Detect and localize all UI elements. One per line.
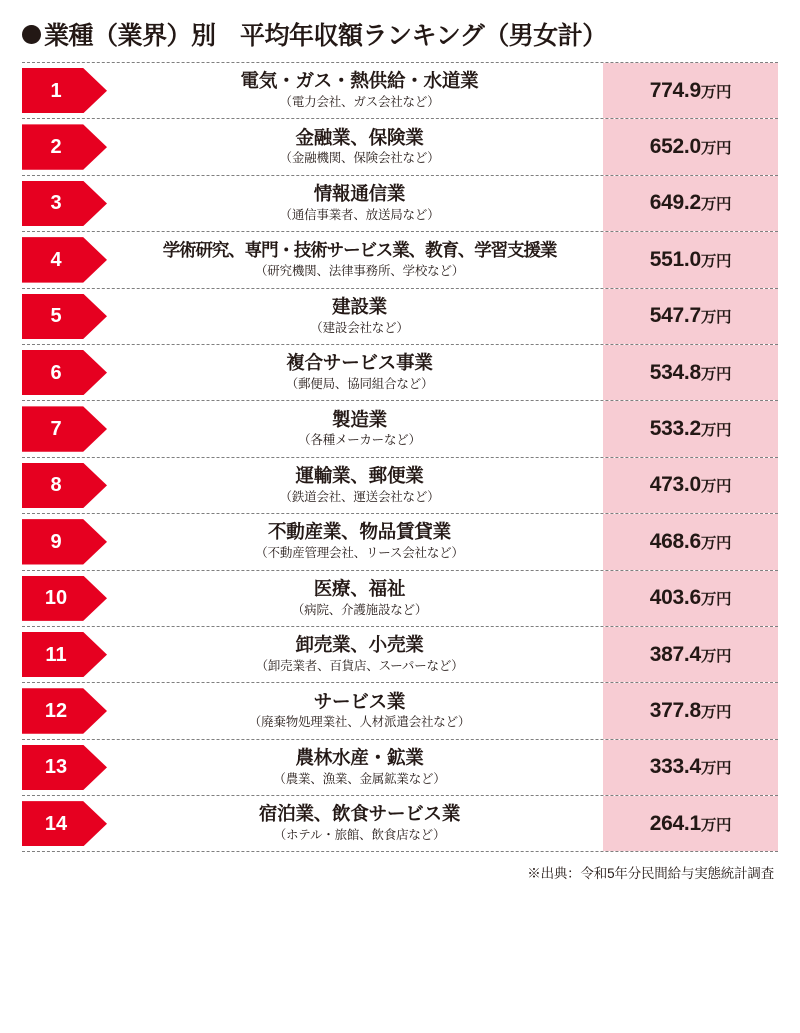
value-cell (603, 683, 778, 738)
industry-name: 複合サービス事業 (286, 352, 433, 374)
source-note (0, 852, 800, 882)
table-row (22, 176, 778, 232)
value-unit: 万円 (700, 252, 732, 270)
source-note-text: ※出典：令和5年分民間給与実態統計調査 (527, 866, 774, 882)
table-row (22, 571, 778, 627)
industry-name: 宿泊業、飲食サービス業 (258, 803, 461, 825)
table-row (22, 458, 778, 514)
average-income-value (650, 586, 731, 610)
table-row (22, 796, 778, 852)
industry-name: 学術研究、専門・技術サービス業、教育、学習支援業 (162, 240, 557, 261)
industry-examples: （各種メーカーなど） (298, 433, 421, 448)
rank-number: 2 (50, 136, 62, 159)
average-income-value (650, 304, 731, 328)
industry-cell (94, 627, 603, 682)
value-unit: 万円 (700, 422, 732, 440)
industry-cell (94, 796, 603, 851)
rank-badge (22, 401, 94, 456)
industry-name: 医療、福祉 (313, 577, 406, 599)
industry-cell (94, 119, 603, 174)
rank-number: 10 (44, 587, 68, 610)
value-number: 652.0 (649, 135, 701, 159)
rank-badge (22, 458, 94, 513)
industry-examples: （通信事業者、放送局など） (279, 207, 440, 222)
rank-number: 1 (50, 79, 62, 102)
rank-number: 7 (50, 418, 62, 441)
value-unit: 万円 (700, 83, 732, 101)
table-row (22, 514, 778, 570)
industry-examples: （農業、漁業、金属鉱業など） (273, 771, 446, 786)
average-income-value (650, 248, 731, 272)
industry-name: 製造業 (332, 408, 387, 430)
value-unit: 万円 (700, 534, 732, 552)
industry-name: 不動産業、物品賃貸業 (267, 521, 451, 543)
average-income-value (650, 473, 731, 497)
value-number: 333.4 (649, 755, 701, 779)
value-number: 774.9 (649, 78, 701, 102)
rank-number: 14 (44, 812, 68, 835)
average-income-value (650, 135, 731, 159)
rank-badge (22, 345, 94, 400)
value-number: 264.1 (649, 811, 701, 835)
page-title-text: 業種（業界）別 平均年収額ランキング（男女計） (44, 22, 607, 50)
industry-name: 建設業 (332, 295, 387, 317)
industry-cell (94, 514, 603, 569)
industry-examples: （研究機関、法律事務所、学校など） (254, 263, 465, 278)
industry-name: 卸売業、小売業 (295, 634, 424, 656)
value-unit: 万円 (700, 196, 732, 214)
average-income-value (650, 812, 731, 836)
rank-number: 4 (50, 248, 62, 271)
value-unit: 万円 (700, 591, 732, 609)
rank-badge (22, 683, 94, 738)
black-circle-icon (22, 25, 41, 44)
industry-cell (94, 232, 603, 287)
value-number: 377.8 (649, 698, 701, 722)
value-number: 403.6 (649, 586, 701, 610)
average-income-value (650, 643, 731, 667)
average-income-value (650, 530, 731, 554)
rank-number: 9 (50, 530, 62, 553)
rank-badge (22, 176, 94, 231)
value-number: 468.6 (649, 529, 701, 553)
value-cell (603, 63, 778, 118)
industry-examples: （卸売業者、百貨店、スーパーなど） (255, 658, 464, 673)
rank-number: 3 (50, 192, 62, 215)
value-unit: 万円 (700, 703, 732, 721)
page-title (0, 0, 800, 62)
value-cell (603, 571, 778, 626)
value-unit: 万円 (700, 140, 732, 158)
industry-cell (94, 571, 603, 626)
industry-examples: （病院、介護施設など） (291, 602, 428, 617)
industry-cell (94, 683, 603, 738)
industry-cell (94, 289, 603, 344)
rank-badge (22, 63, 94, 118)
table-row (22, 289, 778, 345)
value-cell (603, 232, 778, 287)
rank-badge (22, 796, 94, 851)
ranking-table (22, 62, 778, 852)
value-unit: 万円 (700, 760, 732, 778)
average-income-value (650, 361, 731, 385)
table-row (22, 401, 778, 457)
industry-name: 情報通信業 (313, 183, 406, 205)
industry-cell (94, 345, 603, 400)
rank-badge (22, 289, 94, 344)
value-unit: 万円 (700, 309, 732, 327)
industry-cell (94, 458, 603, 513)
value-number: 547.7 (649, 304, 701, 328)
value-cell (603, 401, 778, 456)
rank-number: 8 (50, 474, 62, 497)
industry-cell (94, 740, 603, 795)
industry-cell (94, 63, 603, 118)
rank-number: 12 (44, 699, 68, 722)
average-income-value (650, 417, 731, 441)
rank-number: 6 (50, 361, 62, 384)
value-number: 649.2 (649, 191, 701, 215)
rank-number: 5 (50, 305, 62, 328)
value-cell (603, 345, 778, 400)
industry-examples: （廃棄物処理業社、人材派遣会社など） (248, 715, 471, 730)
table-row (22, 345, 778, 401)
industry-cell (94, 176, 603, 231)
value-number: 387.4 (649, 642, 701, 666)
industry-examples: （ホテル・旅館、飲食店など） (273, 828, 446, 843)
rank-number: 13 (44, 756, 68, 779)
rank-badge (22, 514, 94, 569)
value-cell (603, 796, 778, 851)
value-cell (603, 176, 778, 231)
average-income-value (650, 755, 731, 779)
value-number: 473.0 (649, 473, 701, 497)
industry-examples: （建設会社など） (310, 320, 409, 335)
rank-badge (22, 232, 94, 287)
value-cell (603, 740, 778, 795)
value-cell (603, 119, 778, 174)
value-unit: 万円 (700, 365, 732, 383)
value-cell (603, 458, 778, 513)
table-row (22, 683, 778, 739)
industry-examples: （郵便局、協同組合など） (285, 377, 434, 391)
rank-badge (22, 571, 94, 626)
table-row (22, 119, 778, 175)
industry-name: 金融業、保険業 (295, 126, 424, 148)
industry-examples: （鉄道会社、運送会社など） (279, 489, 440, 504)
table-row (22, 740, 778, 796)
value-cell (603, 627, 778, 682)
industry-examples: （電力会社、ガス会社など） (279, 95, 440, 110)
value-number: 533.2 (649, 417, 701, 441)
table-row (22, 232, 778, 288)
rank-number: 11 (45, 643, 67, 666)
industry-name: 電気・ガス・熱供給・水道業 (240, 70, 479, 92)
industry-cell (94, 401, 603, 456)
average-income-value (650, 191, 731, 215)
industry-name: サービス業 (313, 690, 406, 712)
average-income-value (650, 79, 731, 103)
value-number: 534.8 (649, 360, 701, 384)
industry-name: 運輸業、郵便業 (295, 465, 424, 487)
value-number: 551.0 (649, 247, 701, 271)
value-unit: 万円 (700, 647, 732, 665)
industry-name: 農林水産・鉱業 (295, 747, 424, 769)
rank-badge (22, 740, 94, 795)
industry-examples: （金融機関、保険会社など） (279, 151, 440, 166)
value-unit: 万円 (700, 816, 732, 834)
table-row (22, 627, 778, 683)
value-cell (603, 514, 778, 569)
rank-badge (22, 119, 94, 174)
average-income-value (650, 699, 731, 723)
value-unit: 万円 (700, 478, 732, 496)
table-row (22, 63, 778, 119)
value-cell (603, 289, 778, 344)
rank-badge (22, 627, 94, 682)
industry-examples: （不動産管理会社、リース会社など） (255, 546, 464, 561)
